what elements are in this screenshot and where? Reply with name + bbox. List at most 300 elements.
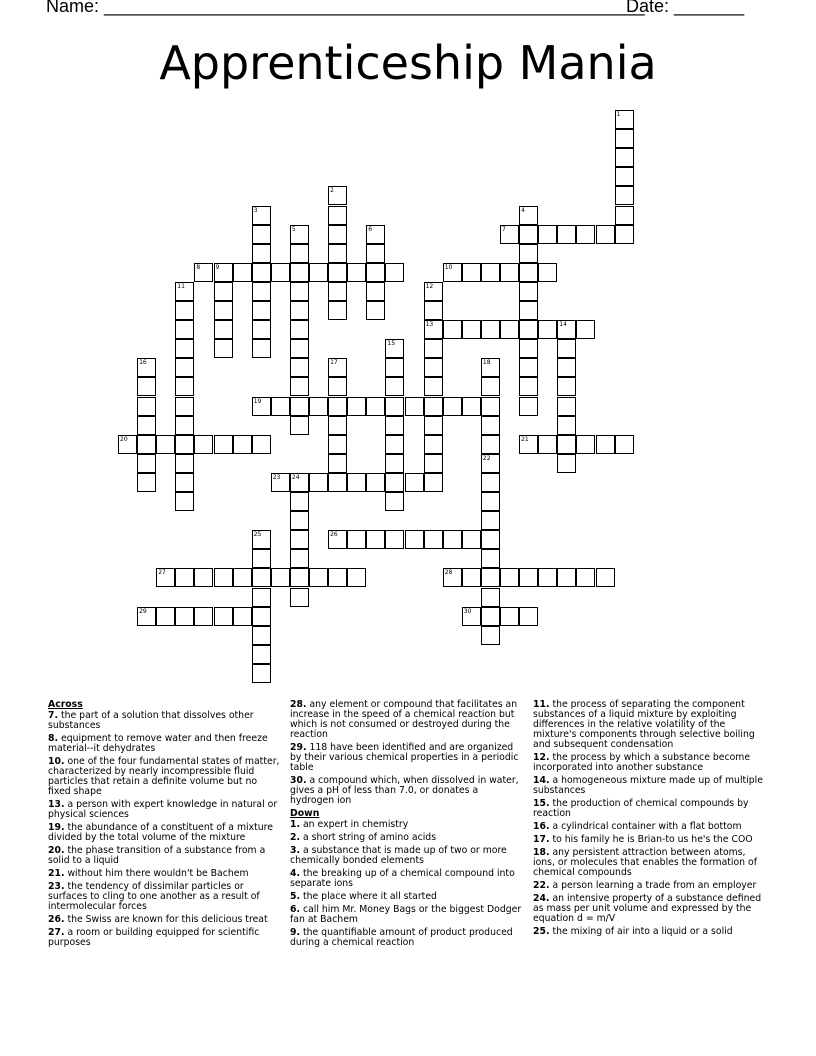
- grid-cell[interactable]: [481, 626, 500, 645]
- grid-cell[interactable]: [481, 377, 500, 396]
- clue-number: 19: [253, 397, 262, 405]
- clue-item-text: the place where it all started: [300, 891, 437, 902]
- clue-item-text: one of the four fundamental states of matter, characterized by nearly incompressible fluid particles that retain a definite volume but no fixed shape: [48, 756, 280, 797]
- clue-number: 21: [521, 435, 529, 443]
- grid-cell[interactable]: [538, 435, 557, 454]
- grid-cell[interactable]: [481, 397, 500, 416]
- clue-item-text: 118 have been identified and are organized by their various chemical properties in a periodic table: [290, 742, 519, 773]
- grid-cell[interactable]: [175, 358, 194, 377]
- grid-cell[interactable]: [271, 263, 290, 282]
- clue-number: 23: [272, 473, 281, 481]
- grid-cell[interactable]: [175, 377, 194, 396]
- grid-cell[interactable]: [137, 358, 156, 377]
- grid-cell[interactable]: [385, 377, 404, 396]
- clue-item-number: 18.: [533, 847, 550, 858]
- clue-item-number: 21.: [48, 868, 65, 879]
- grid-cell[interactable]: [156, 568, 175, 587]
- clue-item-text: an intensive property of a substance defined as mass per unit volume and expressed by the equation d = m/V: [533, 893, 762, 924]
- clue-item-text: the abundance of a constituent of a mixture divided by the total volume of the mixture: [48, 822, 273, 843]
- grid-cell[interactable]: [481, 511, 500, 530]
- grid-cell[interactable]: [214, 607, 233, 626]
- grid-cell[interactable]: [328, 454, 347, 473]
- grid-cell[interactable]: [615, 225, 634, 244]
- grid-cell[interactable]: [443, 320, 462, 339]
- down-heading: Down: [290, 808, 320, 819]
- grid-cell[interactable]: [481, 568, 500, 587]
- clue-number: 29: [139, 607, 147, 615]
- clue-number: 5: [291, 225, 296, 233]
- grid-cell[interactable]: [481, 607, 500, 626]
- grid-cell[interactable]: [519, 435, 538, 454]
- clue-item-text: a person learning a trade from an employer: [549, 880, 757, 891]
- grid-cell[interactable]: [385, 263, 404, 282]
- grid-cell[interactable]: [309, 568, 328, 587]
- clue-item: [48, 711, 280, 731]
- grid-cell[interactable]: [462, 530, 481, 549]
- grid-cell[interactable]: [557, 568, 576, 587]
- grid-cell[interactable]: [328, 358, 347, 377]
- grid-cell[interactable]: [252, 263, 271, 282]
- grid-cell[interactable]: [347, 568, 366, 587]
- clue-item: [48, 823, 280, 843]
- grid-cell[interactable]: [156, 435, 175, 454]
- grid-cell[interactable]: [576, 225, 595, 244]
- grid-cell[interactable]: [385, 454, 404, 473]
- clue-list: [48, 700, 768, 1000]
- clue-item: [48, 734, 280, 754]
- grid-cell[interactable]: [328, 225, 347, 244]
- grid-cell[interactable]: [481, 492, 500, 511]
- clue-item-text: the breaking up of a chemical compound into separate ions: [290, 868, 515, 889]
- grid-cell[interactable]: [271, 397, 290, 416]
- grid-cell[interactable]: [137, 607, 156, 626]
- grid-cell[interactable]: [328, 301, 347, 320]
- grid-cell[interactable]: [462, 607, 481, 626]
- grid-cell[interactable]: [519, 358, 538, 377]
- clue-item-number: 2.: [290, 832, 301, 843]
- clue-item: [290, 820, 522, 830]
- grid-cell[interactable]: [366, 473, 385, 492]
- grid-cell[interactable]: [252, 301, 271, 320]
- grid-cell[interactable]: [252, 568, 271, 587]
- grid-cell[interactable]: [500, 607, 519, 626]
- grid-cell[interactable]: [424, 397, 443, 416]
- grid-cell[interactable]: [290, 416, 309, 435]
- grid-cell[interactable]: [424, 530, 443, 549]
- clue-item-text: a short string of amino acids: [300, 832, 437, 843]
- grid-cell[interactable]: [481, 263, 500, 282]
- grid-cell[interactable]: [252, 282, 271, 301]
- grid-cell[interactable]: [385, 416, 404, 435]
- grid-cell[interactable]: [290, 263, 309, 282]
- grid-cell[interactable]: [271, 568, 290, 587]
- grid-cell[interactable]: [328, 206, 347, 225]
- clue-item-text: the Swiss are known for this delicious treat: [64, 914, 268, 925]
- clue-number: 28: [444, 569, 453, 577]
- date-field[interactable]: Date: _______: [626, 0, 745, 16]
- grid-cell[interactable]: [462, 263, 481, 282]
- grid-cell[interactable]: [424, 358, 443, 377]
- grid-cell[interactable]: [366, 397, 385, 416]
- grid-cell[interactable]: [252, 664, 271, 683]
- clue-item: [533, 881, 765, 891]
- grid-cell[interactable]: [366, 263, 385, 282]
- clue-number: 6: [368, 225, 373, 233]
- grid-cell[interactable]: [481, 435, 500, 454]
- clue-number: 27: [158, 569, 166, 577]
- grid-cell[interactable]: [252, 435, 271, 454]
- grid-cell[interactable]: [252, 588, 271, 607]
- grid-cell[interactable]: [252, 549, 271, 568]
- grid-cell[interactable]: [137, 473, 156, 492]
- grid-cell[interactable]: [214, 435, 233, 454]
- grid-cell[interactable]: [424, 377, 443, 396]
- grid-cell[interactable]: [252, 607, 271, 626]
- grid-cell[interactable]: [519, 282, 538, 301]
- grid-cell[interactable]: [290, 397, 309, 416]
- grid-cell[interactable]: [538, 568, 557, 587]
- grid-cell[interactable]: [347, 530, 366, 549]
- grid-cell[interactable]: [252, 645, 271, 664]
- grid-cell[interactable]: [175, 416, 194, 435]
- grid-cell[interactable]: [214, 568, 233, 587]
- grid-cell[interactable]: [424, 301, 443, 320]
- grid-cell[interactable]: [214, 263, 233, 282]
- grid-cell[interactable]: [500, 225, 519, 244]
- grid-cell[interactable]: [519, 301, 538, 320]
- grid-cell[interactable]: [500, 568, 519, 587]
- clue-item: [48, 869, 280, 879]
- grid-cell[interactable]: [443, 397, 462, 416]
- grid-cell[interactable]: [481, 454, 500, 473]
- clue-item-text: without him there wouldn't be Bachem: [64, 868, 249, 879]
- grid-cell[interactable]: [519, 568, 538, 587]
- grid-cell[interactable]: [481, 358, 500, 377]
- grid-cell[interactable]: [500, 263, 519, 282]
- grid-cell[interactable]: [175, 301, 194, 320]
- grid-cell[interactable]: [481, 320, 500, 339]
- grid-cell[interactable]: [252, 397, 271, 416]
- grid-cell[interactable]: [519, 225, 538, 244]
- grid-cell[interactable]: [328, 530, 347, 549]
- grid-cell[interactable]: [615, 167, 634, 186]
- grid-cell[interactable]: [366, 530, 385, 549]
- grid-cell[interactable]: [481, 549, 500, 568]
- grid-cell[interactable]: [252, 626, 271, 645]
- grid-cell[interactable]: [252, 225, 271, 244]
- clue-number: 30: [463, 607, 472, 615]
- clue-item-number: 30.: [290, 775, 307, 786]
- grid-cell[interactable]: [576, 320, 595, 339]
- grid-cell[interactable]: [424, 435, 443, 454]
- grid-cell[interactable]: [290, 530, 309, 549]
- grid-cell[interactable]: [424, 320, 443, 339]
- clue-item-text: the process by which a substance become incorporated into another substance: [533, 752, 751, 773]
- grid-cell[interactable]: [424, 339, 443, 358]
- clue-item: [533, 835, 765, 845]
- grid-cell[interactable]: [214, 301, 233, 320]
- grid-cell[interactable]: [462, 568, 481, 587]
- clue-item: [533, 848, 765, 878]
- clue-number: 25: [253, 531, 262, 539]
- grid-cell[interactable]: [233, 607, 252, 626]
- grid-cell[interactable]: [405, 397, 424, 416]
- grid-cell[interactable]: [366, 244, 385, 263]
- clue-number: 13: [425, 321, 434, 329]
- grid-cell[interactable]: [194, 607, 213, 626]
- grid-cell[interactable]: [309, 263, 328, 282]
- grid-cell[interactable]: [290, 282, 309, 301]
- grid-cell[interactable]: [290, 492, 309, 511]
- clue-item-number: 16.: [533, 821, 550, 832]
- grid-cell[interactable]: [290, 588, 309, 607]
- grid-cell[interactable]: [557, 377, 576, 396]
- grid-cell[interactable]: [175, 568, 194, 587]
- clue-number: 17: [330, 359, 338, 367]
- clue-item-number: 5.: [290, 891, 301, 902]
- grid-cell[interactable]: [233, 568, 252, 587]
- grid-cell[interactable]: [557, 435, 576, 454]
- grid-cell[interactable]: [538, 320, 557, 339]
- grid-cell[interactable]: [405, 473, 424, 492]
- clue-item-number: 15.: [533, 798, 550, 809]
- grid-cell[interactable]: [194, 435, 213, 454]
- clue-item: [290, 700, 522, 740]
- grid-cell[interactable]: [405, 530, 424, 549]
- clue-number: 24: [291, 473, 300, 481]
- clue-item: [290, 846, 522, 866]
- grid-cell[interactable]: [175, 435, 194, 454]
- grid-cell[interactable]: [175, 454, 194, 473]
- grid-cell[interactable]: [385, 435, 404, 454]
- grid-cell[interactable]: [615, 435, 634, 454]
- grid-cell[interactable]: [481, 416, 500, 435]
- grid-cell[interactable]: [347, 263, 366, 282]
- clue-item: [533, 700, 765, 750]
- grid-cell[interactable]: [557, 320, 576, 339]
- grid-cell[interactable]: [175, 607, 194, 626]
- grid-cell[interactable]: [175, 282, 194, 301]
- clue-column-1: [48, 700, 280, 951]
- clue-number: 18: [482, 359, 491, 367]
- grid-cell[interactable]: [519, 377, 538, 396]
- grid-cell[interactable]: [424, 282, 443, 301]
- grid-cell[interactable]: [290, 339, 309, 358]
- grid-cell[interactable]: [290, 358, 309, 377]
- grid-cell[interactable]: [424, 416, 443, 435]
- grid-cell[interactable]: [137, 377, 156, 396]
- grid-cell[interactable]: [290, 568, 309, 587]
- clue-item: [48, 846, 280, 866]
- grid-cell[interactable]: [328, 568, 347, 587]
- grid-cell[interactable]: [519, 206, 538, 225]
- grid-cell[interactable]: [328, 397, 347, 416]
- grid-cell[interactable]: [328, 416, 347, 435]
- grid-cell[interactable]: [290, 225, 309, 244]
- grid-cell[interactable]: [443, 263, 462, 282]
- clue-number: 4: [521, 206, 525, 214]
- grid-cell[interactable]: [519, 607, 538, 626]
- grid-cell[interactable]: [385, 473, 404, 492]
- grid-cell[interactable]: [615, 129, 634, 148]
- grid-cell[interactable]: [519, 320, 538, 339]
- grid-cell[interactable]: [328, 377, 347, 396]
- grid-cell[interactable]: [290, 511, 309, 530]
- grid-cell[interactable]: [347, 397, 366, 416]
- grid-cell[interactable]: [615, 110, 634, 129]
- grid-cell[interactable]: [252, 206, 271, 225]
- grid-cell[interactable]: [462, 397, 481, 416]
- across-heading: Across: [48, 699, 83, 710]
- grid-cell[interactable]: [519, 244, 538, 263]
- grid-cell[interactable]: [290, 301, 309, 320]
- grid-cell[interactable]: [290, 244, 309, 263]
- grid-cell[interactable]: [557, 454, 576, 473]
- clue-item-number: 11.: [533, 699, 550, 710]
- grid-cell[interactable]: [557, 225, 576, 244]
- grid-cell[interactable]: [596, 568, 615, 587]
- grid-cell[interactable]: [443, 530, 462, 549]
- grid-cell[interactable]: [481, 473, 500, 492]
- grid-cell[interactable]: [328, 244, 347, 263]
- grid-cell[interactable]: [538, 225, 557, 244]
- grid-cell[interactable]: [233, 263, 252, 282]
- grid-cell[interactable]: [252, 320, 271, 339]
- clue-number: 15: [387, 340, 396, 348]
- grid-cell[interactable]: [366, 225, 385, 244]
- grid-cell[interactable]: [290, 320, 309, 339]
- grid-cell[interactable]: [519, 263, 538, 282]
- clue-item-number: 10.: [48, 756, 65, 767]
- clue-number: 14: [559, 321, 567, 329]
- grid-cell[interactable]: [596, 435, 615, 454]
- clue-item: [290, 776, 522, 806]
- grid-cell[interactable]: [366, 301, 385, 320]
- clue-item: [533, 776, 765, 796]
- clue-item-text: the part of a solution that dissolves other substances: [48, 710, 254, 731]
- grid-cell[interactable]: [137, 435, 156, 454]
- grid-cell[interactable]: [347, 473, 366, 492]
- grid-cell[interactable]: [175, 473, 194, 492]
- grid-cell[interactable]: [385, 358, 404, 377]
- grid-cell[interactable]: [194, 263, 213, 282]
- grid-cell[interactable]: [214, 282, 233, 301]
- grid-cell[interactable]: [175, 339, 194, 358]
- clue-item: [533, 927, 765, 937]
- grid-cell[interactable]: [175, 492, 194, 511]
- grid-cell[interactable]: [194, 568, 213, 587]
- grid-cell[interactable]: [137, 416, 156, 435]
- grid-cell[interactable]: [424, 454, 443, 473]
- grid-cell[interactable]: [576, 568, 595, 587]
- grid-cell[interactable]: [290, 377, 309, 396]
- clue-item-number: 7.: [48, 710, 59, 721]
- grid-cell[interactable]: [519, 397, 538, 416]
- clue-item: [48, 882, 280, 912]
- grid-cell[interactable]: [156, 607, 175, 626]
- grid-cell[interactable]: [462, 320, 481, 339]
- name-field[interactable]: Name: ______________________________________________________: [46, 0, 645, 16]
- grid-cell[interactable]: [366, 282, 385, 301]
- clue-item: [290, 905, 522, 925]
- grid-cell[interactable]: [290, 549, 309, 568]
- clue-item-number: 8.: [48, 733, 59, 744]
- grid-cell[interactable]: [309, 397, 328, 416]
- clue-item-number: 12.: [533, 752, 550, 763]
- grid-cell[interactable]: [328, 473, 347, 492]
- clue-item: [48, 928, 280, 948]
- grid-cell[interactable]: [443, 568, 462, 587]
- clue-item-text: equipment to remove water and then freeze material--it dehydrates: [48, 733, 268, 754]
- grid-cell[interactable]: [252, 339, 271, 358]
- grid-cell[interactable]: [328, 435, 347, 454]
- clue-number: 20: [120, 435, 128, 443]
- grid-cell[interactable]: [137, 454, 156, 473]
- grid-cell[interactable]: [596, 225, 615, 244]
- grid-cell[interactable]: [519, 339, 538, 358]
- grid-cell[interactable]: [328, 263, 347, 282]
- grid-cell[interactable]: [118, 435, 137, 454]
- grid-cell[interactable]: [557, 397, 576, 416]
- grid-cell[interactable]: [175, 320, 194, 339]
- grid-cell[interactable]: [576, 435, 595, 454]
- clue-item: [290, 869, 522, 889]
- grid-cell[interactable]: [175, 397, 194, 416]
- clue-number: 8: [196, 263, 201, 271]
- clue-item-number: 26.: [48, 914, 65, 925]
- grid-cell[interactable]: [290, 473, 309, 492]
- grid-cell[interactable]: [538, 263, 557, 282]
- grid-cell[interactable]: [615, 148, 634, 167]
- clue-item-number: 6.: [290, 904, 301, 915]
- grid-cell[interactable]: [481, 530, 500, 549]
- grid-cell[interactable]: [385, 339, 404, 358]
- clue-item: [290, 892, 522, 902]
- clue-item-text: a person with expert knowledge in natural or physical sciences: [48, 799, 278, 820]
- grid-cell[interactable]: [615, 206, 634, 225]
- grid-cell[interactable]: [385, 492, 404, 511]
- grid-cell[interactable]: [252, 244, 271, 263]
- grid-cell[interactable]: [252, 530, 271, 549]
- grid-cell[interactable]: [385, 397, 404, 416]
- clue-item-number: 24.: [533, 893, 550, 904]
- clue-item-text: a room or building equipped for scientific purposes: [48, 927, 260, 948]
- grid-cell[interactable]: [214, 320, 233, 339]
- grid-cell[interactable]: [615, 186, 634, 205]
- grid-cell[interactable]: [137, 397, 156, 416]
- grid-cell[interactable]: [424, 473, 443, 492]
- grid-cell[interactable]: [271, 473, 290, 492]
- grid-cell[interactable]: [309, 473, 328, 492]
- grid-cell[interactable]: [557, 416, 576, 435]
- clue-item-number: 19.: [48, 822, 65, 833]
- clue-item-number: 28.: [290, 699, 307, 710]
- clue-item: [290, 743, 522, 773]
- grid-cell[interactable]: [385, 530, 404, 549]
- grid-cell[interactable]: [557, 358, 576, 377]
- clue-item-text: a compound which, when dissolved in water, gives a pH of less than 7.0, or donates a hydrogen ion: [290, 775, 519, 806]
- grid-cell[interactable]: [500, 320, 519, 339]
- clue-item: [533, 822, 765, 832]
- grid-cell[interactable]: [328, 282, 347, 301]
- grid-cell[interactable]: [233, 435, 252, 454]
- clue-item-text: the quantifiable amount of product produced during a chemical reaction: [290, 927, 513, 948]
- clue-item-text: any element or compound that facilitates an increase in the speed of a chemical reaction but which is not consumed or destroyed during the reaction: [290, 699, 518, 740]
- grid-cell[interactable]: [214, 339, 233, 358]
- grid-cell[interactable]: [481, 588, 500, 607]
- grid-cell[interactable]: [328, 186, 347, 205]
- grid-cell[interactable]: [557, 339, 576, 358]
